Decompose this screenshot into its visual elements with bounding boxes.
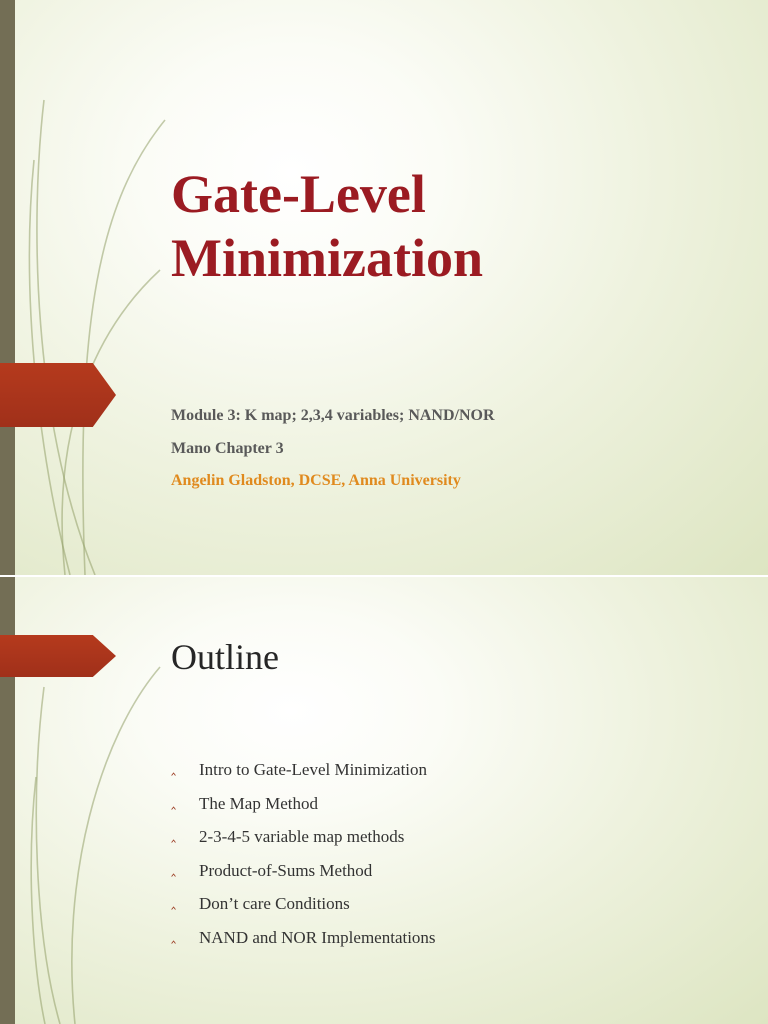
list-item: ‸ Product-of-Sums Method (171, 860, 373, 880)
hollow-square-bullet-icon: ‸ (171, 894, 177, 911)
hollow-square-bullet-icon: ‸ (171, 760, 177, 776)
list-item: ‸ Don’t care Conditions (171, 894, 350, 914)
list-item: ‸ NAND and NOR Implementations (171, 927, 436, 947)
chapter-subtitle: Mano Chapter 3 (171, 440, 284, 457)
module-subtitle: Module 3: K map; 2,3,4 variables; NAND/NOR (171, 407, 495, 424)
hollow-square-bullet-icon: ‸ (171, 860, 177, 877)
slide-title-line-1: Gate-Level (171, 164, 426, 224)
outline-title: Outline (171, 637, 279, 677)
accent-arrow-shape (0, 363, 116, 427)
slide-title (171, 162, 483, 290)
list-item: ‸ 2-3-4-5 variable map methods (171, 827, 405, 847)
hollow-square-bullet-icon: ‸ (171, 827, 177, 844)
accent-arrow-shape (0, 635, 116, 677)
author-subtitle: Angelin Gladston, DCSE, Anna University (171, 472, 461, 489)
hollow-square-bullet-icon: ‸ (171, 927, 177, 944)
list-item: ‸ Intro to Gate-Level Minimization (171, 760, 428, 779)
outline-bullet-list (171, 760, 436, 962)
outline-slide (0, 577, 768, 1024)
slide-title-line-2: Minimization (171, 228, 483, 288)
hollow-square-bullet-icon: ‸ (171, 793, 177, 810)
list-item: ‸ The Map Method (171, 793, 318, 813)
